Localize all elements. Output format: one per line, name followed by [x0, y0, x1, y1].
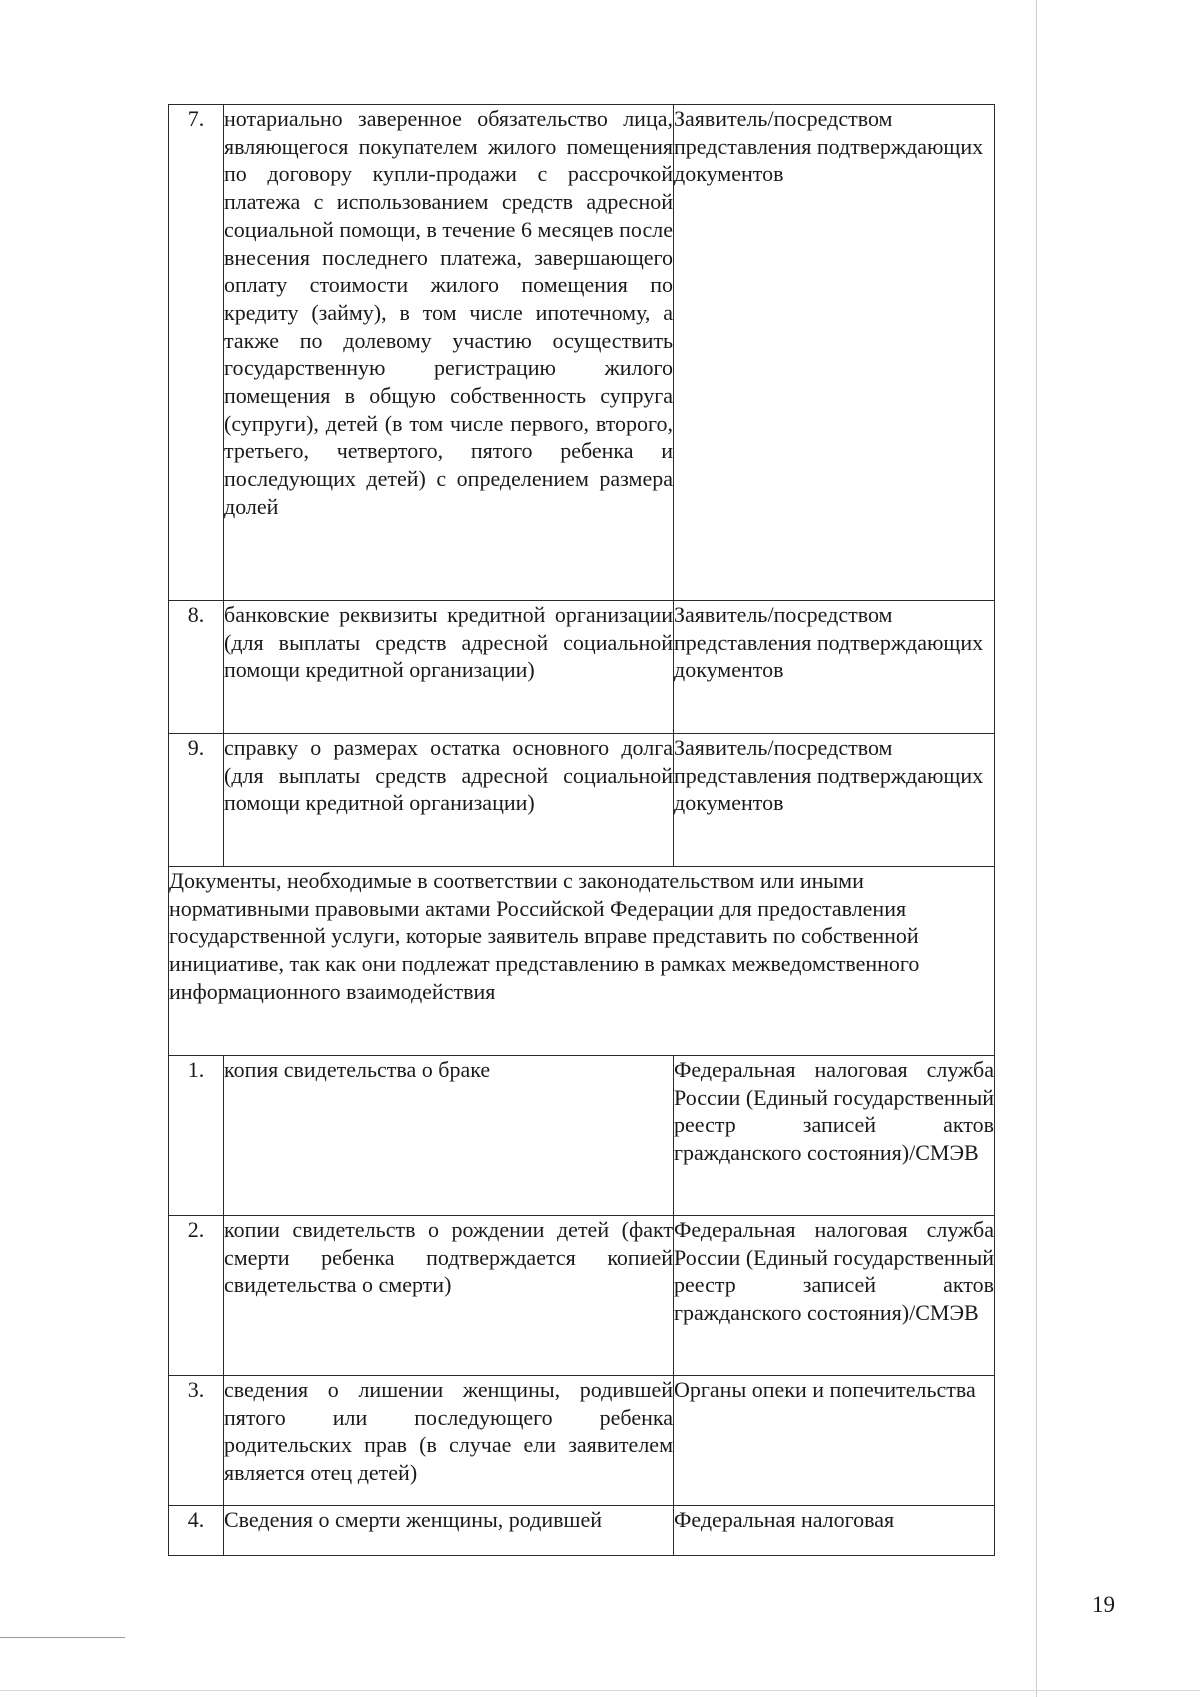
row-number: 8. — [169, 601, 224, 734]
table-row — [169, 105, 995, 601]
section-heading: Документы, необходимые в соответствии с законодательством или иными нормативными правовыми актами Российской Федерации для предоставления государственной услуги, которые заявитель вправе представить по собственной инициативе, так как они подлежат представлению в рамках межведомственного информационного взаимодействия — [169, 867, 995, 1056]
row-number: 3. — [169, 1376, 224, 1506]
table-row — [169, 1506, 995, 1556]
document-description: сведения о лишении женщины, родившей пятого или последующего ребенка родительских прав (в случае ели заявителем является отец детей) — [224, 1376, 674, 1506]
footer-mark — [0, 1637, 125, 1638]
document-source: Федеральная налоговая служба России (Единый государственный реестр записей актов гражданского состояния)/СМЭВ — [674, 1056, 995, 1216]
section-heading-row — [169, 867, 995, 1056]
document-source: Федеральная налоговая служба России (Единый государственный реестр записей актов гражданского состояния)/СМЭВ — [674, 1216, 995, 1376]
document-source: Федеральная налоговая — [674, 1506, 995, 1556]
table-row — [169, 601, 995, 734]
table-row — [169, 734, 995, 867]
scan-bottom-line — [0, 1690, 1200, 1691]
row-number: 2. — [169, 1216, 224, 1376]
document-description: Сведения о смерти женщины, родившей — [224, 1506, 674, 1556]
document-source: Органы опеки и попечительства — [674, 1376, 995, 1506]
documents-table — [168, 104, 995, 1556]
scan-edge-line — [1036, 0, 1037, 1697]
row-number: 9. — [169, 734, 224, 867]
document-source: Заявитель/посредством представления подтверждающих документов — [674, 601, 995, 734]
document-source: Заявитель/посредством представления подтверждающих документов — [674, 734, 995, 867]
document-description: справку о размерах остатка основного долга (для выплаты средств адресной социальной помощи кредитной организации) — [224, 734, 674, 867]
document-description: копии свидетельств о рождении детей (факт смерти ребенка подтверждается копией свидетельства о смерти) — [224, 1216, 674, 1376]
document-description: банковские реквизиты кредитной организации (для выплаты средств адресной социальной помощи кредитной организации) — [224, 601, 674, 734]
document-description: нотариально заверенное обязательство лица, являющегося покупателем жилого помещения по договору купли-продажи с рассрочкой платежа с использованием средств адресной социальной помощи, в течение 6 месяцев после внесения последнего платежа, завершающего оплату стоимости жилого помещения по кредиту (займу), в том числе ипотечному, а также по долевому участию осуществить государственную регистрацию жилого помещения в общую собственность супруга (супруги), детей (в том числе первого, второго, третьего, четвертого, пятого ребенка и последующих детей) с определением размера долей — [224, 105, 674, 601]
document-source: Заявитель/посредством представления подтверждающих документов — [674, 105, 995, 601]
document-description: копия свидетельства о браке — [224, 1056, 674, 1216]
row-number: 4. — [169, 1506, 224, 1556]
table-row — [169, 1056, 995, 1216]
table-row — [169, 1216, 995, 1376]
page-number: 19 — [1092, 1592, 1115, 1617]
row-number: 1. — [169, 1056, 224, 1216]
row-number: 7. — [169, 105, 224, 601]
table-row — [169, 1376, 995, 1506]
